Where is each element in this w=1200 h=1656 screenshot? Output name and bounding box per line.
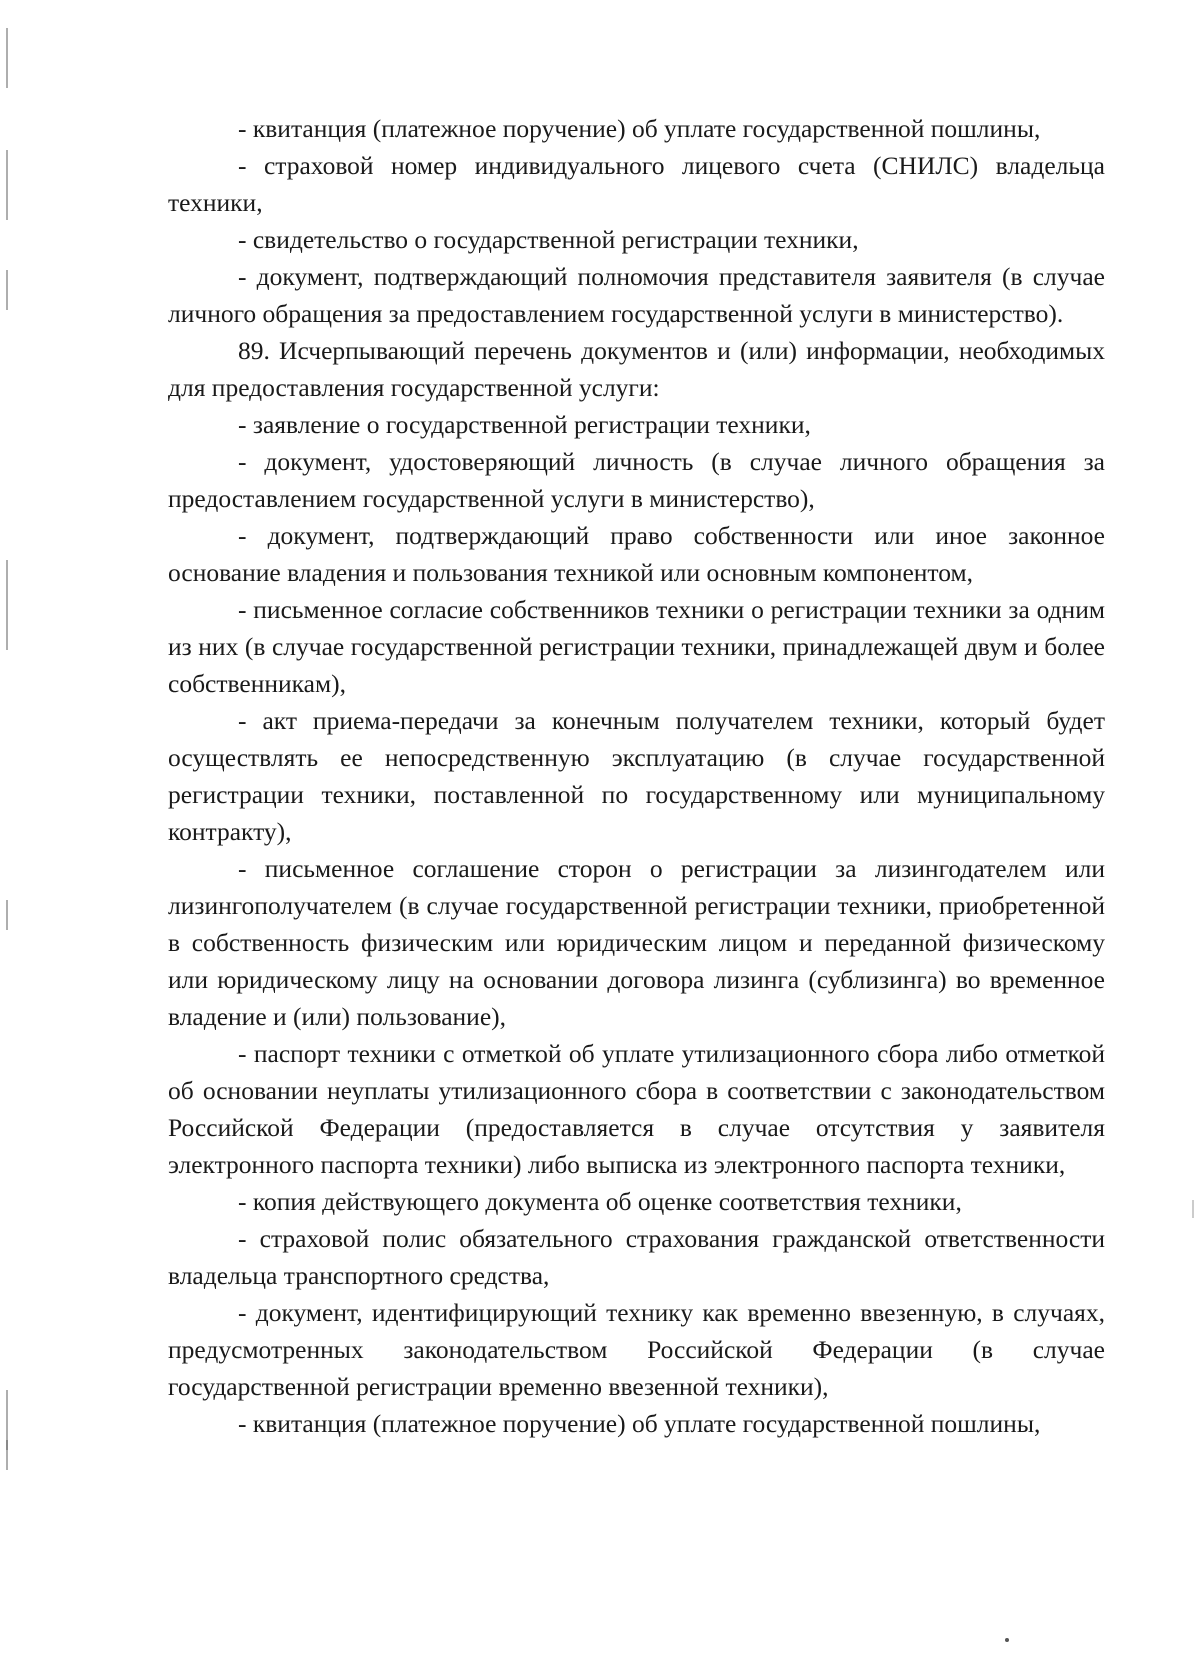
list-item: - квитанция (платежное поручение) об уплате государственной пошлины, xyxy=(238,114,1041,143)
scan-edge-mark xyxy=(6,900,8,930)
scan-edge-mark xyxy=(6,28,8,88)
list-item: - страховой номер индивидуального лицевого счета (СНИЛС) владельца техники, xyxy=(168,151,1105,217)
list-item: - заявление о государственной регистрации техники, xyxy=(238,410,811,439)
list-item: - документ, подтверждающий право собственности или иное законное основание владения и пользования техникой или основным компонентом, xyxy=(168,521,1105,587)
scan-edge-mark xyxy=(6,270,8,310)
list-item: - свидетельство о государственной регистрации техники, xyxy=(238,225,859,254)
scan-edge-mark xyxy=(6,1440,8,1470)
document-body xyxy=(168,110,1105,1442)
list-item: - документ, подтверждающий полномочия представителя заявителя (в случае личного обращения за предоставлением государственной услуги в министерство). xyxy=(168,262,1105,328)
list-item: - квитанция (платежное поручение) об уплате государственной пошлины, xyxy=(238,1409,1041,1438)
scan-edge-mark xyxy=(6,560,8,650)
list-item: - копия действующего документа об оценке соответствия техники, xyxy=(238,1187,962,1216)
scan-dot xyxy=(1005,1638,1009,1642)
list-item: - документ, идентифицирующий технику как временно ввезенную, в случаях, предусмотренных законодательством Российской Федерации (в случае государственной регистрации временно ввезенной техники), xyxy=(168,1298,1105,1401)
scan-edge-mark xyxy=(6,150,8,220)
scan-speck xyxy=(1192,1200,1194,1218)
list-item: - письменное согласие собственников техники о регистрации техники за одним из них (в случае государственной регистрации техники, принадлежащей двум и более собственникам), xyxy=(168,595,1105,698)
list-item: - страховой полис обязательного страхования гражданской ответственности владельца транспортного средства, xyxy=(168,1224,1105,1290)
numbered-clause: 89. Исчерпывающий перечень документов и (или) информации, необходимых для предоставления государственной услуги: xyxy=(168,336,1105,402)
list-item: - документ, удостоверяющий личность (в случае личного обращения за предоставлением государственной услуги в министерство), xyxy=(168,447,1105,513)
list-item: - письменное соглашение сторон о регистрации за лизингодателем или лизингополучателем (в случае государственной регистрации техники, приобретенной в собственность физическим или юридическим лицом и переданной физическому или юридическому лицу на основании договора лизинга (сублизинга) во временное владение и (или) пользование), xyxy=(168,854,1105,1031)
list-item: - акт приема-передачи за конечным получателем техники, который будет осуществлять ее непосредственную эксплуатацию (в случае государственной регистрации техники, поставленной по государственному или муниципальному контракту), xyxy=(168,706,1105,846)
list-item: - паспорт техники с отметкой об уплате утилизационного сбора либо отметкой об основании неуплаты утилизационного сбора в соответствии с законодательством Российской Федерации (предоставляется в случае отсутствия у заявителя электронного паспорта техники) либо выписка из электронного паспорта техники, xyxy=(168,1039,1105,1179)
